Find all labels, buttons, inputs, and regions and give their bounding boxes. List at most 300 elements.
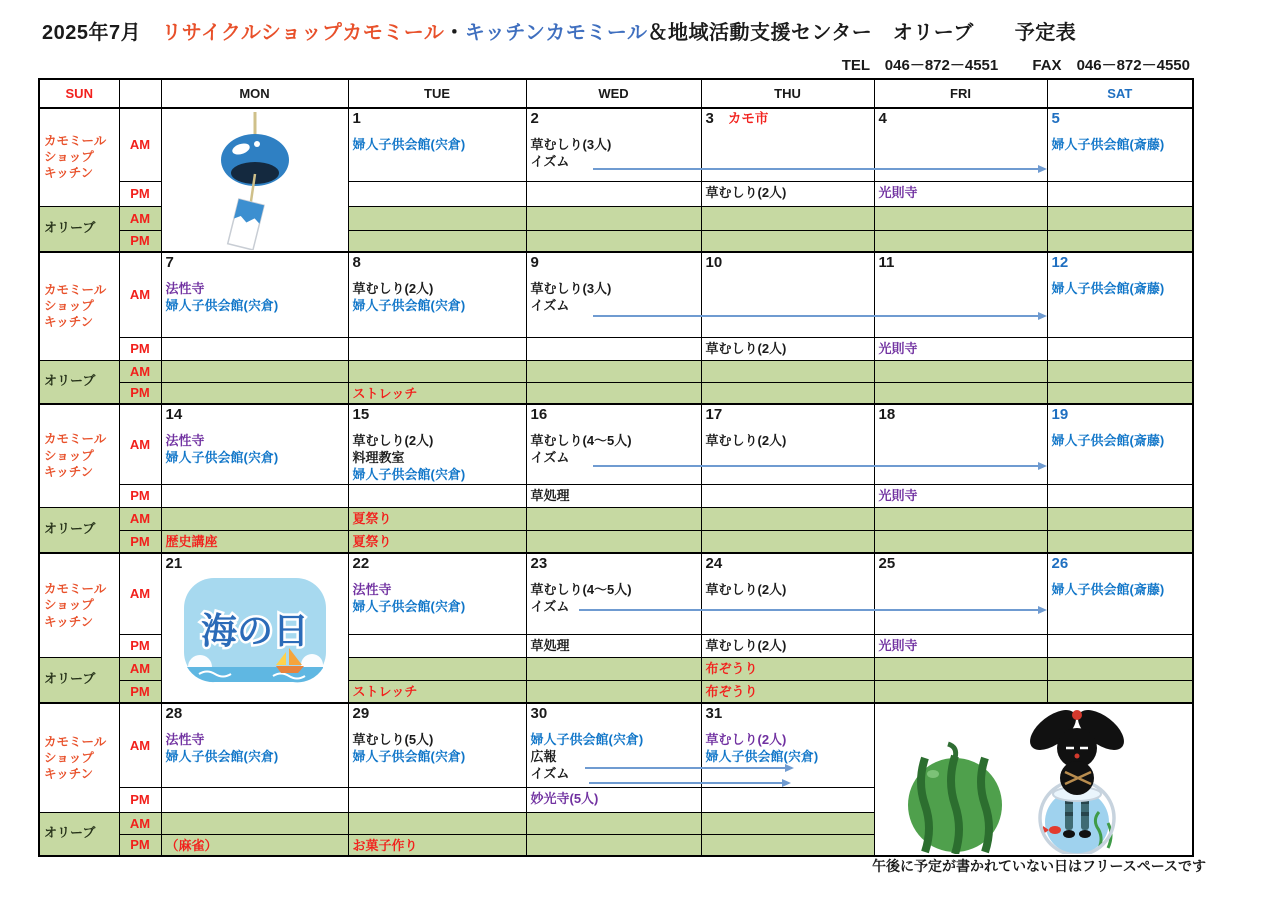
section-label-chamomile (39, 553, 119, 657)
title-part: キッチンカモミール (464, 22, 648, 44)
cell-thu-olive-pm (701, 230, 874, 252)
day-number-line (879, 254, 1043, 272)
day-number-line (879, 406, 1043, 424)
schedule-entry: 婦人子供会館(宍倉) (530, 732, 644, 748)
cell-tue-olive-am (348, 360, 526, 382)
day-number-line (879, 555, 1043, 573)
cell-thu-am (701, 553, 874, 634)
schedule-entry: 草むしり(2人) (705, 732, 787, 748)
day-number-line (353, 705, 522, 723)
cell-thu-am (701, 108, 874, 181)
cell-wed-am (526, 252, 701, 337)
section-label-olive: オリーブ (39, 206, 119, 252)
schedule-body (39, 79, 1193, 856)
day-number-line (531, 555, 697, 573)
cell-wed-pm (526, 337, 701, 360)
schedule-entry: 婦人子供会館(宍倉) (165, 749, 279, 765)
day-number-line (706, 555, 870, 573)
cell-thu-pm (701, 181, 874, 206)
schedule-entry: 法性寺 (165, 732, 205, 748)
schedule-entry: 草処理 (530, 487, 570, 503)
schedule-entry: お菓子作り (352, 837, 418, 853)
cell-wed-am (526, 108, 701, 181)
cell-tue-olive-am (348, 507, 526, 530)
cell-sat-am (1047, 252, 1193, 337)
schedule-entry: 夏祭り (352, 510, 392, 526)
am-label: AM (119, 206, 161, 230)
schedule-continuation-arrow (593, 168, 1045, 170)
schedule-entry: 光則寺 (878, 487, 918, 503)
schedule-row (39, 484, 1193, 507)
cell-tue-olive-am (348, 206, 526, 230)
schedule-entry: 婦人子供会館(宍倉) (352, 466, 466, 482)
cell-tue-olive-pm (348, 382, 526, 404)
schedule-row (39, 404, 1193, 484)
day-number-line (706, 406, 870, 424)
section-label-line: カモミール (44, 582, 107, 597)
cell-sat-olive-pm-crossed (1047, 382, 1193, 404)
cell-thu-olive-am (701, 206, 874, 230)
cell-tue-am (348, 252, 526, 337)
day-event-inline: カモ市 (727, 111, 769, 126)
schedule-entry: イズム (530, 449, 570, 465)
schedule-entry: 婦人子供会館(斎藤) (1051, 137, 1165, 152)
cell-mon-olive-pm (161, 530, 348, 553)
schedule-entry: 婦人子供会館(斎藤) (1051, 281, 1165, 296)
cell-tue-pm (348, 181, 526, 206)
day-number-line (166, 406, 344, 424)
day-number: 1 (352, 110, 361, 127)
day-number: 24 (705, 555, 723, 573)
cell-wed-olive-am (526, 360, 701, 382)
cell-thu-olive-pm (701, 530, 874, 553)
cell-fri-olive-am (874, 206, 1047, 230)
section-label-line: カモミール (44, 734, 107, 749)
cell-sat-pm (1047, 337, 1193, 360)
schedule-continuation-arrow (579, 609, 1045, 611)
section-label-olive: オリーブ (39, 657, 119, 703)
cell-tue-olive-am (348, 657, 526, 680)
cell-wed-olive-am (526, 657, 701, 680)
schedule-row (39, 79, 1193, 108)
day-number: 15 (352, 406, 370, 423)
day-number-line (706, 254, 870, 272)
schedule-entry: 草むしり(2人) (705, 340, 787, 356)
am-label: AM (119, 108, 161, 181)
day-number: 26 (1051, 555, 1069, 573)
day-number-line (531, 705, 697, 723)
am-label: AM (119, 507, 161, 530)
day-number: 7 (165, 254, 174, 271)
schedule-entry: 草むしり(2人) (352, 433, 434, 448)
cell-sat-am (1047, 553, 1193, 634)
cell-mon-am (161, 252, 348, 337)
pm-label: PM (119, 530, 161, 553)
cell-mon-am (161, 404, 348, 484)
pm-label: PM (119, 230, 161, 252)
schedule-row (39, 252, 1193, 337)
day-number: 30 (530, 705, 548, 723)
schedule-entry: 草むしり(2人) (705, 637, 787, 653)
title-part: ＆地域活動支援センター オリーブ 予定表 (647, 22, 1077, 44)
day-header-sat: SAT (1047, 79, 1193, 108)
day-number: 9 (530, 254, 539, 271)
day-number: 2 (530, 110, 539, 127)
contact-info (842, 54, 1190, 75)
schedule-entry: ストレッチ (352, 683, 418, 699)
cell-sat-pm (1047, 181, 1193, 206)
schedule-entry: 光則寺 (878, 340, 918, 356)
schedule-entry: 婦人子供会館(斎藤) (1051, 582, 1165, 598)
schedule-entry: 草むしり(2人) (705, 433, 787, 448)
cell-fri-pm (874, 484, 1047, 507)
day-number: 25 (878, 555, 896, 573)
cell-wed-am (526, 703, 701, 787)
section-label-line: ショップ (44, 299, 94, 314)
cell-wed-olive-am (526, 507, 701, 530)
schedule-row (39, 530, 1193, 553)
day-number: 11 (878, 254, 895, 271)
cell-mon-pm (161, 337, 348, 360)
section-label-chamomile (39, 703, 119, 812)
cell-tue-olive-am (348, 812, 526, 834)
cell-mon-olive-pm (161, 382, 348, 404)
day-number-line (531, 406, 697, 424)
schedule-entry: 布ぞうり (705, 683, 758, 699)
cell-wed-am (526, 553, 701, 634)
footer-note: 午後に予定が書かれていない日はフリースペースです (872, 858, 1207, 874)
day-number: 31 (705, 705, 723, 723)
cell-sat-olive-am-crossed (1047, 507, 1193, 530)
day-number-line (531, 110, 697, 128)
cell-sat-olive-am-crossed (1047, 657, 1193, 680)
section-label-line: ショップ (44, 750, 94, 765)
day-number-line (879, 110, 1043, 128)
cell-tue-olive-pm (348, 230, 526, 252)
schedule-continuation-arrow (593, 465, 1045, 467)
day-number-line (706, 110, 870, 128)
cell-mon-olive-am (161, 360, 348, 382)
cell-fri-olive-am (874, 360, 1047, 382)
day-header-fri: FRI (874, 79, 1047, 108)
cell-tue-am (348, 553, 526, 634)
cell-wed-olive-am (526, 812, 701, 834)
cell-mon-pm (161, 484, 348, 507)
cell-tue-am (348, 108, 526, 181)
cell-mon-pm (161, 787, 348, 812)
section-label-olive: オリーブ (39, 812, 119, 856)
schedule-entry: 料理教室 (352, 449, 405, 465)
section-label-line: キッチン (44, 614, 94, 629)
day-number-line (353, 110, 522, 128)
day-number-line (353, 406, 522, 424)
section-label-olive: オリーブ (39, 360, 119, 404)
title-part: リサイクルショップカモミール (161, 22, 445, 44)
pm-label: PM (119, 834, 161, 856)
cell-fri-olive-am (874, 657, 1047, 680)
day-number: 28 (165, 705, 183, 723)
schedule-entry: 婦人子供会館(宍倉) (352, 749, 466, 765)
cell-wed-olive-pm-crossed (526, 680, 701, 703)
cell-wed-am (526, 404, 701, 484)
schedule-entry: 草むしり(3人) (530, 137, 612, 152)
cell-wed-olive-pm-crossed (526, 382, 701, 404)
schedule-entry: 草むしり(4～5人) (530, 433, 632, 448)
cell-thu-olive-am (701, 657, 874, 680)
day-number-line (353, 555, 522, 573)
day-number: 16 (530, 406, 548, 423)
day-header-mon: MON (161, 79, 348, 108)
cell-fri-olive-pm (874, 530, 1047, 553)
day-number: 21 (165, 555, 183, 573)
schedule-continuation-arrow (585, 767, 792, 769)
day-number-line (1052, 555, 1189, 573)
schedule-entry: 婦人子供会館(宍倉) (165, 297, 279, 313)
schedule-entry: 法性寺 (165, 281, 205, 296)
cell-thu-am (701, 703, 874, 787)
cell-wed-olive-pm-crossed (526, 230, 701, 252)
cell-tue-olive-pm (348, 834, 526, 856)
pm-label: PM (119, 382, 161, 404)
schedule-entry: イズム (530, 153, 570, 169)
section-label-line: キッチン (44, 315, 94, 330)
section-label-line: ショップ (44, 150, 94, 165)
cell-thu-olive-pm (701, 382, 874, 404)
day-number-line (166, 705, 344, 723)
cell-thu-pm (701, 787, 874, 812)
day-number-line (166, 254, 344, 272)
cell-wed-pm (526, 181, 701, 206)
illustration-cell-watermelon-and-rabbit-in-fishbowl (874, 703, 1193, 856)
schedule-entry: 草処理 (530, 637, 570, 653)
schedule-entry: 夏祭り (352, 533, 392, 549)
day-header-sun: SUN (39, 79, 119, 108)
schedule-entry: 草むしり(2人) (352, 281, 434, 296)
day-number-line (166, 555, 344, 573)
cell-tue-olive-pm (348, 680, 526, 703)
cell-mon-olive-pm (161, 834, 348, 856)
schedule-entry: 婦人子供会館(宍倉) (352, 137, 466, 152)
day-number: 23 (530, 555, 548, 573)
am-label: AM (119, 360, 161, 382)
cell-wed-olive-am (526, 206, 701, 230)
section-label-line: ショップ (44, 598, 94, 613)
cell-sat-am (1047, 108, 1193, 181)
day-number-line (1052, 406, 1189, 424)
cell-thu-am (701, 404, 874, 484)
day-number: 29 (352, 705, 370, 723)
schedule-row (39, 382, 1193, 404)
schedule-entry: 草むしり(2人) (705, 582, 787, 598)
cell-fri-am (874, 553, 1047, 634)
day-number: 14 (165, 406, 183, 423)
day-number: 3 (705, 110, 714, 127)
day-header-wed: WED (526, 79, 701, 108)
cell-thu-olive-pm (701, 834, 874, 856)
cell-tue-pm (348, 484, 526, 507)
cell-mon-am (161, 703, 348, 787)
illustration-cell-wind-chime (161, 108, 348, 252)
cell-thu-olive-pm (701, 680, 874, 703)
cell-thu-olive-am (701, 360, 874, 382)
cell-fri-olive-pm (874, 230, 1047, 252)
page-title (42, 16, 1076, 45)
cell-sat-olive-pm-crossed (1047, 230, 1193, 252)
schedule-entry: 草むしり(3人) (530, 281, 612, 296)
cell-thu-pm (701, 337, 874, 360)
day-number-line (531, 254, 697, 272)
cell-tue-am (348, 703, 526, 787)
section-label-line: カモミール (44, 133, 107, 148)
cell-fri-pm (874, 181, 1047, 206)
am-label: AM (119, 553, 161, 634)
cell-thu-am (701, 252, 874, 337)
cell-mon-olive-am (161, 507, 348, 530)
schedule-entry: 広報 (530, 749, 557, 765)
schedule-row (39, 703, 1193, 787)
day-number: 17 (705, 406, 723, 423)
schedule-entry: 婦人子供会館(斎藤) (1051, 433, 1165, 448)
schedule-continuation-arrow (593, 315, 1045, 317)
cell-tue-pm (348, 337, 526, 360)
day-number: 19 (1051, 406, 1069, 423)
am-label: AM (119, 657, 161, 680)
schedule-entry: イズム (530, 765, 570, 781)
section-label-chamomile (39, 108, 119, 206)
schedule-entry: ストレッチ (352, 385, 418, 401)
schedule-entry: 妙光寺(5人) (530, 790, 599, 806)
section-label-chamomile (39, 252, 119, 360)
schedule-entry: （麻雀） (165, 837, 218, 853)
cell-fri-am (874, 252, 1047, 337)
schedule-continuation-arrow (589, 782, 789, 784)
cell-tue-am (348, 404, 526, 484)
day-number: 12 (1051, 254, 1069, 271)
cell-thu-olive-am (701, 507, 874, 530)
schedule-entry: 法性寺 (165, 433, 205, 448)
am-label: AM (119, 404, 161, 484)
title-part: ・ (444, 22, 465, 44)
day-number-line (1052, 254, 1189, 272)
cell-fri-olive-am (874, 507, 1047, 530)
cell-fri-am (874, 404, 1047, 484)
schedule-row (39, 507, 1193, 530)
schedule-entry: 光則寺 (878, 637, 918, 653)
schedule-entry: 法性寺 (352, 582, 392, 598)
cell-wed-pm (526, 787, 701, 812)
cell-sat-pm (1047, 634, 1193, 657)
day-number-line (1052, 110, 1189, 128)
cell-sat-pm (1047, 484, 1193, 507)
am-label: AM (119, 703, 161, 787)
schedule-entry: 光則寺 (878, 184, 918, 200)
day-header-thu: THU (701, 79, 874, 108)
cell-fri-pm (874, 634, 1047, 657)
day-number: 22 (352, 555, 370, 573)
schedule-row (39, 360, 1193, 382)
cell-wed-olive-pm-crossed (526, 530, 701, 553)
marine-day-label: 海の日 (200, 610, 309, 652)
schedule-entry: 草むしり(2人) (705, 184, 787, 200)
pm-label: PM (119, 181, 161, 206)
day-number-line (353, 254, 522, 272)
pm-label: PM (119, 787, 161, 812)
section-label-line: キッチン (44, 166, 94, 181)
schedule-entry: 婦人子供会館(宍倉) (352, 297, 466, 313)
cell-fri-olive-pm (874, 382, 1047, 404)
day-number: 4 (878, 110, 887, 127)
schedule-row (39, 337, 1193, 360)
cell-thu-pm (701, 484, 874, 507)
cell-sat-olive-am-crossed (1047, 206, 1193, 230)
section-label-line: カモミール (44, 282, 107, 297)
schedule-entry: 婦人子供会館(宍倉) (165, 449, 279, 465)
tel-number: TEL 046－872－4551 (841, 57, 999, 74)
am-label: AM (119, 252, 161, 337)
day-number: 5 (1051, 110, 1060, 127)
cell-wed-pm (526, 484, 701, 507)
cell-fri-pm (874, 337, 1047, 360)
cell-fri-am (874, 108, 1047, 181)
cell-sat-olive-pm-crossed (1047, 530, 1193, 553)
cell-sat-olive-pm-crossed (1047, 680, 1193, 703)
schedule-entry: 草むしり(4～5人) (530, 582, 632, 598)
illustration-cell-marine-day (161, 553, 348, 703)
day-number-line (706, 705, 870, 723)
cell-sat-olive-am-crossed (1047, 360, 1193, 382)
section-label-line: キッチン (44, 767, 94, 782)
fax-number: FAX 046－872－4550 (1032, 57, 1190, 74)
section-label-line: ショップ (44, 448, 94, 463)
schedule-entry: 婦人子供会館(宍倉) (705, 749, 819, 765)
schedule-row (39, 553, 1193, 634)
day-number: 18 (878, 406, 896, 423)
schedule-entry: 歴史講座 (165, 533, 218, 549)
schedule-row (39, 108, 1193, 181)
title-part (141, 22, 162, 44)
section-label-chamomile (39, 404, 119, 507)
cell-sat-am (1047, 404, 1193, 484)
cell-thu-pm (701, 634, 874, 657)
cell-wed-olive-pm (526, 834, 701, 856)
pm-label: PM (119, 680, 161, 703)
section-label-line: キッチン (44, 464, 94, 479)
schedule-entry: 婦人子供会館(宍倉) (352, 599, 466, 615)
pm-label: PM (119, 484, 161, 507)
schedule-entry: イズム (530, 297, 570, 313)
section-label-olive: オリーブ (39, 507, 119, 553)
schedule-entry: イズム (530, 599, 570, 615)
title-part: 2025年7月 (42, 22, 142, 44)
day-number: 10 (705, 254, 723, 271)
schedule-table (38, 78, 1194, 857)
pm-label: PM (119, 337, 161, 360)
cell-tue-olive-pm (348, 530, 526, 553)
section-label-line: カモミール (44, 432, 107, 447)
am-label: AM (119, 812, 161, 834)
schedule-entry: 草むしり(5人) (352, 732, 434, 748)
pm-label: PM (119, 634, 161, 657)
cell-thu-olive-am (701, 812, 874, 834)
cell-wed-pm (526, 634, 701, 657)
day-header-spacer (119, 79, 161, 108)
cell-mon-olive-am (161, 812, 348, 834)
cell-tue-pm (348, 634, 526, 657)
cell-tue-pm (348, 787, 526, 812)
day-number: 8 (352, 254, 361, 271)
day-header-tue: TUE (348, 79, 526, 108)
cell-fri-olive-pm (874, 680, 1047, 703)
